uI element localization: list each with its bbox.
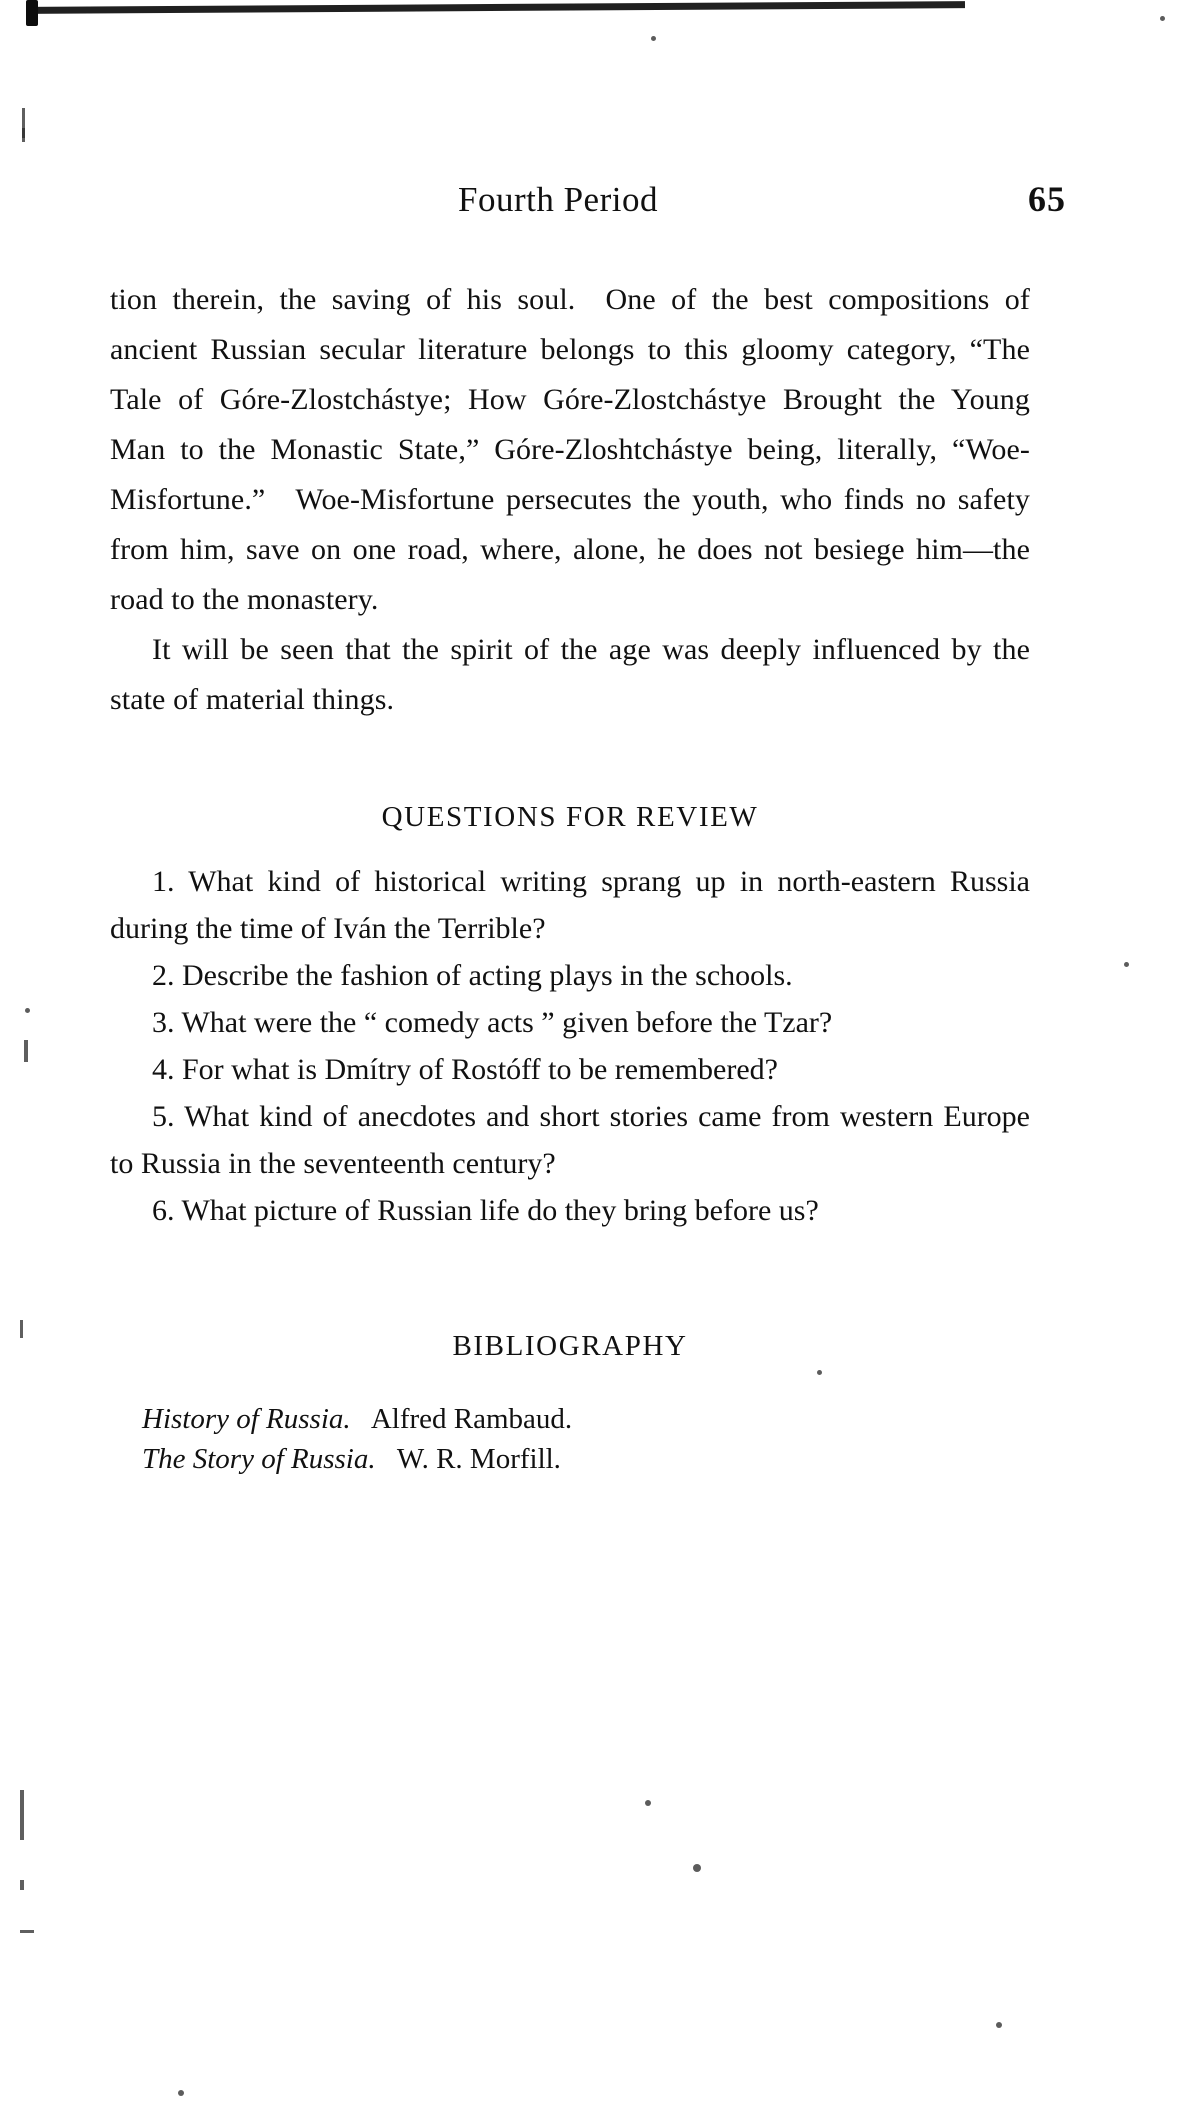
list-item: 5. What kind of anecdotes and short stories came from western Europe to Russia in the seventeenth century? <box>110 1100 1030 1180</box>
body-paragraph: It will be seen that the spirit of the age was deeply influenced by the state of material things. <box>110 633 1030 716</box>
running-title: Fourth Period <box>458 180 658 219</box>
scan-speck <box>20 1320 23 1338</box>
list-item: 6. What picture of Russian life do they bring before us? <box>152 1194 819 1227</box>
scan-speck <box>178 2090 184 2096</box>
questions-list <box>110 858 1030 1234</box>
list-item: 4. For what is Dmítry of Rostóff to be remembered? <box>152 1053 778 1086</box>
scan-speck <box>24 1040 28 1062</box>
list-item: 2. Describe the fashion of acting plays in the schools. <box>152 959 793 992</box>
body-paragraph: tion therein, the saving of his soul. One of the best compositions of ancient Russian secular literature belongs to this gloomy category, “The Tale of Góre-Zlostchástye; How Góre-Zlostchástye Brought the Young Man to the Monastic State,” Góre-Zloshtchástye being, literally, “Woe-Misfortune.” Woe-Misfortune persecutes the youth, who finds no safety from him, save on one road, where, alone, he does not besiege him—the road to the monastery. <box>110 283 1030 616</box>
scan-speck <box>20 1930 34 1933</box>
scan-speck <box>996 2022 1002 2028</box>
scan-speck <box>20 1790 24 1840</box>
scan-corner-artifact <box>26 0 38 26</box>
scan-speck <box>1124 962 1129 967</box>
page-body <box>110 275 1030 1479</box>
scan-speck <box>25 1008 30 1013</box>
page-number: 65 <box>1028 179 1066 219</box>
bibliography-author: Alfred Rambaud. <box>370 1403 573 1435</box>
scan-speck <box>693 1864 701 1872</box>
bibliography-author: W. R. Morfill. <box>396 1443 561 1475</box>
bibliography-heading: BIBLIOGRAPHY <box>452 1330 688 1362</box>
bibliography-title: History of Russia. <box>142 1403 351 1435</box>
questions-heading: QUESTIONS FOR REVIEW <box>381 801 759 833</box>
scan-speck <box>645 1800 651 1806</box>
scan-speck <box>22 128 25 142</box>
list-item <box>142 1399 1030 1439</box>
scan-edge-artifact <box>30 1 965 14</box>
list-item <box>142 1439 1030 1479</box>
list-item: 3. What were the “ comedy acts ” given before the Tzar? <box>152 1006 833 1039</box>
scan-speck <box>1160 16 1165 21</box>
bibliography-list <box>110 1399 1030 1479</box>
page-header <box>108 180 1128 224</box>
scan-speck <box>651 36 656 41</box>
bibliography-title: The Story of Russia. <box>142 1443 376 1475</box>
scan-speck <box>20 1880 24 1890</box>
list-item: 1. What kind of historical writing sprang up in north-eastern Russia during the time of Iván the Terrible? <box>110 865 1030 945</box>
